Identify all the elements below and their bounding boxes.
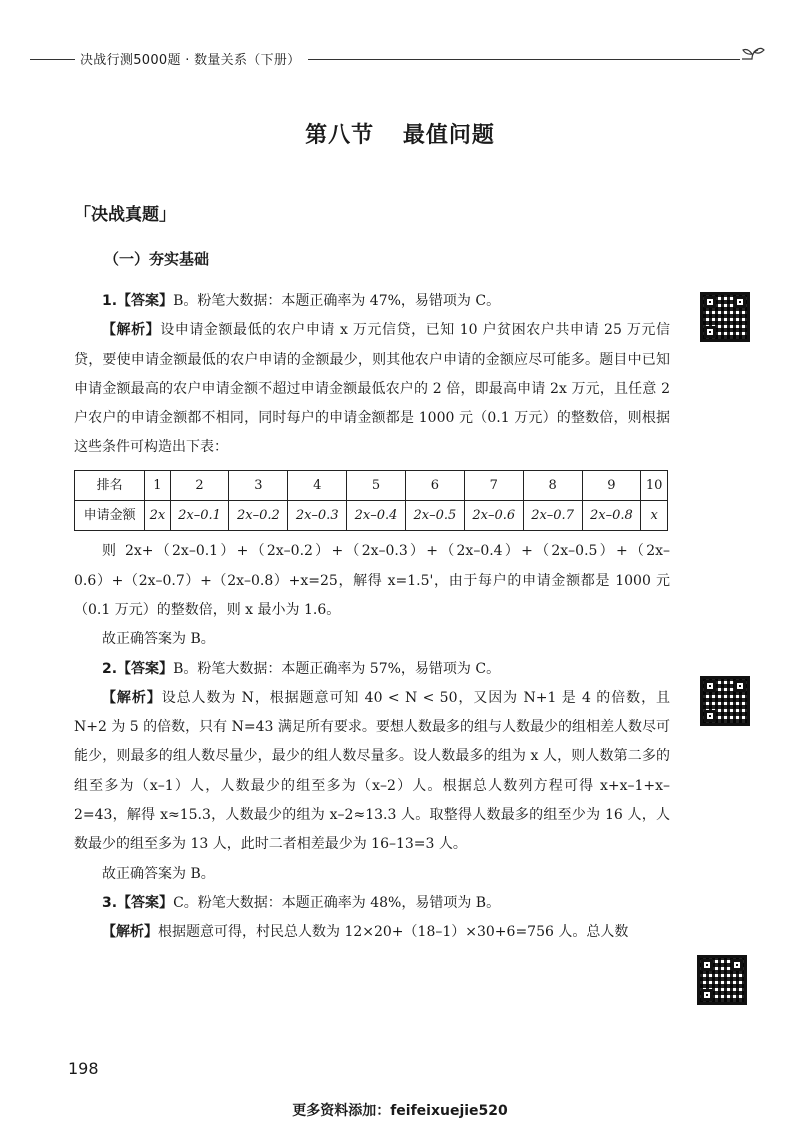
header-rule-right [308,59,740,60]
table-cell: x [641,501,668,531]
q3-answer-text: C。粉笔大数据：本题正确率为 48%，易错项为 B。 [173,894,501,911]
table-cell: 5 [347,470,406,500]
header-title: 决战行测5000题 · 数量关系（下册） [80,53,301,68]
chapter-title [0,118,800,149]
table-cell: 2x–0.3 [288,501,347,531]
table-cell: 2x–0.4 [347,501,406,531]
sprout-icon [738,46,766,72]
qr-code-q1[interactable] [700,292,750,342]
q1-conclusion: 故正确答案为 B。 [102,631,215,648]
table-cell: 4 [288,470,347,500]
q1-answer-text: B。粉笔大数据：本题正确率为 47%，易错项为 C。 [173,293,501,309]
table-cell: 2x–0.6 [464,501,523,531]
table-row [75,501,668,531]
table-cell: 2x–0.8 [582,501,641,531]
q3-analysis-text: 根据题意可得，村民总人数为 12×20+（18–1）×30+6=756 人。总人数 [158,924,629,941]
header-rule-left [30,59,75,60]
main-content [74,287,670,948]
table-cell: 2 [170,470,229,500]
table-cell: 2x–0.7 [523,501,582,531]
table-cell: 10 [641,470,668,500]
q1-answer-label: 1.【答案】 [102,293,174,309]
table-cell: 2x [145,501,170,531]
subsection-heading: （一）夯实基础 [104,250,210,268]
q3-answer-label: 3.【答案】 [102,894,174,911]
q2-analysis-text: 设总人数为 N，根据题意可知 40 < N < 50，又因为 N+1 是 4 的倍数，且 N+2 为 5 的倍数，只有 N=43 满足所有要求。要想人数最多的组与人数最少的组相差人数尽可能少，则最多的组人数尽量少，最少的组人数尽量多。设人数最多的组为 x 人，则人数第二多的组至多为（x–1）人，人数最少的组至多为（x–2）人。根据总人数列方程可得 x+x–1+x–2=43，解得 x≈15.3，人数最少的组为 x–2≈13.3 人。取整得人数最多的组至少为 16 人，人数最少的组至多为 13 人，此时二者相差最少为 16–13=3 人。 [74,689,670,853]
table-cell: 8 [523,470,582,500]
table-cell: 2x–0.5 [405,501,464,531]
running-header [30,46,760,72]
table-cell: 7 [464,470,523,500]
q1-calculation: 则 2x+（2x–0.1）+（2x–0.2）+（2x–0.3）+（2x–0.4）+（2x–0.5）+（2x–0.6）+（2x–0.7）+（2x–0.8）+x=25，解得 x=1.5'，由于每户的申请金额都是 1000 元（0.1 万元）的整数倍，则 x 最小为 1.6。 [74,543,670,618]
table-cell: 2x–0.1 [170,501,229,531]
table-cell: 9 [582,470,641,500]
q1-answer [74,287,670,316]
application-amount-table [74,470,668,532]
table-cell: 3 [229,470,288,500]
qr-code-q2[interactable] [700,676,750,726]
q3-analysis-label: 【解析】 [102,924,158,941]
q2-answer-label: 2.【答案】 [102,660,174,677]
q2-answer-text: B。粉笔大数据：本题正确率为 57%，易错项为 C。 [173,660,501,677]
q1-analysis [74,316,670,462]
q3-answer [74,889,670,918]
qr-code-q3[interactable] [697,955,747,1005]
table-cell: 1 [145,470,170,500]
footer-note: 更多资料添加：feifeixuejie520 [292,1103,508,1119]
q2-analysis-label: 【解析】 [102,689,162,706]
page-number: 198 [68,1059,99,1078]
chapter-name: 最值问题 [402,123,495,148]
q2-answer [74,655,670,684]
table-cell: 6 [405,470,464,500]
q1-analysis-text: 设申请金额最低的农户申请 x 万元信贷，已知 10 户贫困农户共申请 25 万元信贷，要使申请金额最低的农户申请的金额最少，则其他农户申请的金额应尽可能多。题目中已知申请金额最高的农户申请金额不超过申请金额最低农户的 2 倍，即最高申请 2x 万元，且任意 2 户农户的申请金额都不相同，同时每户的申请金额都是 1000 元（0.1 万元）的整数倍，则根据这些条件可构造出下表： [74,322,670,456]
q3-analysis [74,918,670,947]
section-heading: 「决战真题」 [74,205,176,225]
q2-analysis [74,684,670,860]
table-cell: 2x–0.2 [229,501,288,531]
table-row-header: 申请金额 [75,501,145,531]
chapter-section: 第八节 [305,123,375,148]
table-row-header: 排名 [75,470,145,500]
q2-conclusion: 故正确答案为 B。 [102,865,215,882]
table-row [75,470,668,500]
q1-analysis-label: 【解析】 [102,322,161,339]
